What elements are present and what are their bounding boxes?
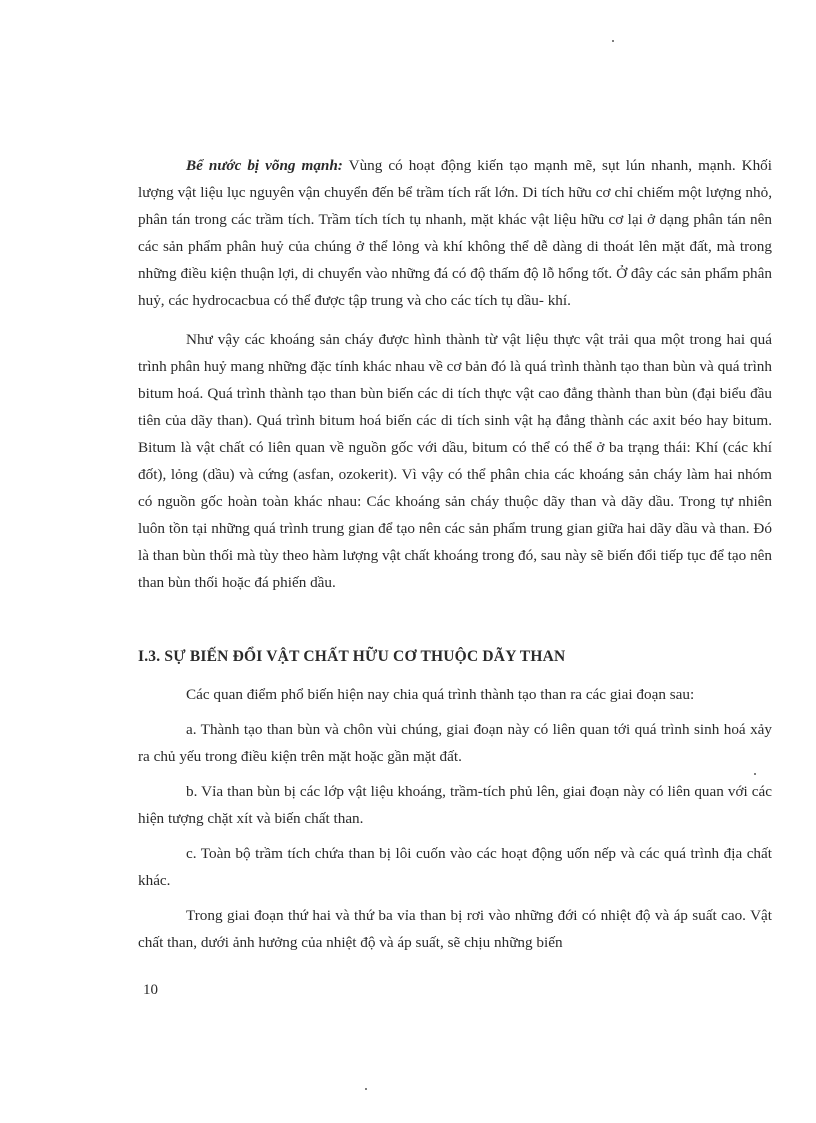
section-intro-paragraph: Các quan điểm phổ biến hiện nay chia quá trình thành tạo than ra các giai đoạn sau: — [186, 686, 695, 703]
scan-speck — [612, 40, 614, 42]
closing-paragraph: Trong giai đoạn thứ hai và thứ ba vỉa than bị rơi vào những đới có nhiệt độ và áp suất cao. Vật chất than, dưới ảnh hưởng của nhiệt độ và áp suất, sẽ chịu những biến — [138, 907, 772, 951]
scan-speck — [365, 1088, 367, 1090]
paragraph-text: Vùng có hoạt động kiến tạo mạnh mẽ, sụt lún nhanh, mạnh. Khối lượng vật liệu lục nguyên vận chuyển đến bể trầm tích rất lớn. Di tích hữu cơ chỉ chiếm một lượng nhỏ, phân tán trong các trầm tích. Trầm tích tích tụ nhanh, mặt khác vật liệu hữu cơ lại ở dạng phân tán nên các sản phẩm phân huỷ của chúng ở thể lỏng và khí không thể dễ dàng di thoát lên mặt đất, mà trong những điều kiện thuận lợi, di chuyển vào những đá có độ thấm độ lỗ hổng tốt. Ở đây các sản phẩm phân huỷ, các hydrocacbua có thể được tập trung và cho các tích tụ dầu- khí. — [138, 157, 772, 309]
paragraph-khoang-san-chay: Như vậy các khoáng sản cháy được hình thành từ vật liệu thực vật trải qua một trong hai quá trình phân huỷ mang những đặc tính khác nhau về cơ bản đó là quá trình thành tạo than bùn và quá trình bitum hoá. Quá trình thành tạo than bùn biến các di tích thực vật cao đẳng thành than bùn (đại biểu đầu tiên của dãy than). Quá trình bitum hoá biến các di tích sinh vật hạ đẳng thành các axit béo hay bitum. Bitum là vật chất có liên quan về nguồn gốc với dầu, bitum có thể có thể ở ba trạng thái: Khí (các khí đốt), lỏng (dầu) và cứng (asfan, ozokerit). Vì vậy có thể phân chia các khoáng sản cháy làm hai nhóm có nguồn gốc hoàn toàn khác nhau: Các khoáng sản cháy thuộc dãy than và dãy dầu. Trong tự nhiên luôn tồn tại những quá trình trung gian để tạo nên các sản phẩm trung gian giữa hai dãy dầu và than. Đó là than bùn thối mà tùy theo hàm lượng vật chất khoáng trong đó, sau này sẽ biến đổi tiếp tục để tạo nên than bùn thối hoặc đá phiến dầu. — [138, 331, 772, 591]
stage-item-a: a. Thành tạo than bùn và chôn vùi chúng, giai đoạn này có liên quan tới quá trình sinh hoá xảy ra chủ yếu trong điều kiện trên mặt hoặc gần mặt đất. — [138, 721, 772, 765]
stage-item-b: b. Vỉa than bùn bị các lớp vật liệu khoáng, trầm-tích phủ lên, giai đoạn này có liên quan với các hiện tượng chặt xít và biến chất than. — [138, 783, 772, 827]
intro-section — [138, 152, 772, 596]
stage-item-c: c. Toàn bộ trầm tích chứa than bị lôi cuốn vào các hoạt động uốn nếp và các quá trình địa chất khác. — [138, 845, 772, 889]
paragraph-be-nuoc-bi-vong-manh — [138, 152, 772, 314]
section-1-3-body — [138, 681, 772, 956]
lead-term: Bể nước bị võng mạnh: — [186, 157, 343, 174]
section-heading: I.3. SỰ BIẾN ĐỔI VẬT CHẤT HỮU CƠ THUỘC DÃY THAN — [138, 648, 566, 665]
page-number: 10 — [143, 982, 158, 998]
